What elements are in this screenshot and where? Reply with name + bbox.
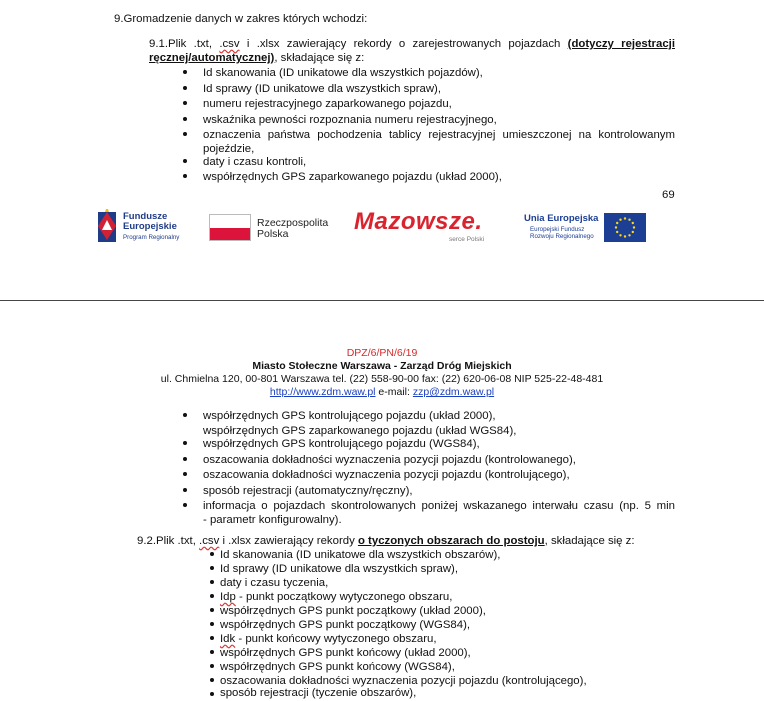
section-heading: 9.Gromadzenie danych w zakres których wchodzi: (114, 13, 368, 25)
email-link[interactable]: zzp@zdm.waw.pl (412, 386, 495, 398)
list-item: współrzędnych GPS punkt końcowy (WGS84), (220, 661, 455, 673)
list-item: numeru rejestracyjnego zaparkowanego pojazdu, (203, 98, 452, 110)
bullet-dot (183, 86, 187, 90)
organization-address: ul. Chmielna 120, 00-801 Warszawa tel. (22) 558-90-00 fax: (22) 620-06-08 NIP 525-22-48-481 (160, 373, 604, 385)
list-item: oszacowania dokładności wyznaczenia pozycji pojazdu (kontrolującego), (220, 675, 587, 687)
bullet-dot (210, 678, 214, 682)
item-9-1-rest: , składające się z: (274, 52, 365, 64)
list-item: sposób rejestracji (automatyczny/ręczny), (203, 485, 413, 497)
bullet-dot (183, 117, 187, 121)
bullet-dot (183, 413, 187, 417)
ue-line3: Rozwoju Regionalnego (530, 233, 594, 240)
item-9-2-text-b: i .xlsx zawierający rekordy (219, 535, 358, 547)
bullet-dot (183, 457, 187, 461)
item-9-2-csv: .csv (199, 535, 220, 547)
bullet-dot (210, 608, 214, 612)
mazowsze-logo: Mazowsze. (354, 208, 483, 235)
item-9-1-line1 (149, 37, 675, 51)
fe-line2: Europejskie (123, 221, 177, 232)
organization-name: Miasto Stołeczne Warszawa - Zarząd Dróg Miejskich (252, 360, 512, 372)
list-item: współrzędnych GPS punkt końcowy (układ 2000), (220, 647, 471, 659)
list-item-continuation: pojeździe, (203, 143, 255, 155)
bullet-dot (183, 472, 187, 476)
list-item-continuation: - parametr konfigurowalny). (203, 514, 342, 526)
item-9-2-heading (137, 534, 635, 548)
polish-flag-icon (209, 214, 251, 241)
list-item: oszacowania dokładności wyznaczenia pozycji pojazdu (kontrolowanego), (203, 454, 576, 466)
list-item: współrzędnych GPS zaparkowanego pojazdu (układ 2000), (203, 171, 502, 183)
item-9-2-text-c: , składające się z: (544, 535, 635, 547)
item-9-1-text-b: i .xlsx zawierający rekordy o zarejestrowanych pojazdach (239, 38, 568, 50)
list-item (220, 632, 437, 646)
page-number: 69 (662, 189, 675, 201)
list-item: Id sprawy (ID unikatowe dla wszystkich spraw), (220, 563, 459, 575)
website-link[interactable]: http://www.zdm.waw.pl (269, 386, 376, 398)
list-item: oznaczenia państwa pochodzenia tablicy rejestracyjnej umieszczonej na kontrolowanym (203, 129, 675, 141)
list-item: współrzędnych GPS zaparkowanego pojazdu (układ WGS84), (203, 425, 517, 437)
idp-description: - punkt początkowy wytyczonego obszaru, (235, 591, 453, 603)
list-item: informacja o pojazdach skontrolowanych poniżej wskazanego interwału czasu (np. 5 min (203, 500, 675, 512)
fe-line3: Program Regionalny (123, 234, 180, 241)
bullet-dot (210, 552, 214, 556)
bullet-dot (183, 174, 187, 178)
item-9-1-bold-a: (dotyczy rejestracji (567, 38, 675, 50)
bullet-dot (183, 503, 187, 507)
list-item: daty i czasu tyczenia, (220, 577, 329, 589)
item-9-2-bold: o tyczonych obszarach do postoju (357, 535, 545, 547)
bullet-dot (183, 101, 187, 105)
idp-term: Idp (220, 591, 236, 603)
bullet-dot (183, 488, 187, 492)
ue-line2: Europejski Fundusz (530, 226, 585, 233)
list-item: oszacowania dokładności wyznaczenia pozycji pojazdu (kontrolującego), (203, 469, 570, 481)
item-9-2-text-a: 9.2.Plik .txt, (137, 535, 200, 547)
list-item: współrzędnych GPS punkt początkowy (WGS84), (220, 619, 471, 631)
list-item: Id skanowania (ID unikatowe dla wszystkich obszarów), (220, 549, 501, 561)
document-reference: DPZ/6/PN/6/19 (346, 347, 418, 359)
fe-line1: Fundusze (123, 211, 168, 222)
bullet-dot (183, 70, 187, 74)
idk-description: - punkt końcowy wytyczonego obszaru, (235, 633, 437, 645)
bullet-dot (210, 566, 214, 570)
list-item: sposób rejestracji (tyczenie obszarów), (220, 687, 417, 699)
item-9-1-line2 (149, 51, 364, 65)
item-9-1-text-a: 9.1.Plik .txt, (149, 38, 220, 50)
item-9-1-bold-b: ręcznej/automatycznej) (149, 52, 275, 64)
list-item: Id sprawy (ID unikatowe dla wszystkich spraw), (203, 83, 442, 95)
rp-line2: Polska (257, 228, 289, 240)
bullet-dot (210, 650, 214, 654)
list-item: współrzędnych GPS punkt początkowy (układ 2000), (220, 605, 486, 617)
bullet-dot (183, 441, 187, 445)
list-item: wskaźnika pewności rozpoznania numeru rejestracyjnego, (203, 114, 497, 126)
bullet-dot (210, 692, 214, 696)
item-9-1-csv: .csv (219, 38, 240, 50)
contact-line (0, 385, 764, 399)
list-item: współrzędnych GPS kontrolującego pojazdu (układ 2000), (203, 410, 496, 422)
bullet-dot (210, 636, 214, 640)
list-item (220, 590, 452, 604)
list-item: daty i czasu kontroli, (203, 156, 307, 168)
list-item: Id skanowania (ID unikatowe dla wszystkich pojazdów), (203, 67, 483, 79)
eu-flag-icon (604, 213, 646, 242)
bullet-dot (210, 664, 214, 668)
rp-line1: Rzeczpospolita (257, 217, 329, 229)
bullet-dot (210, 580, 214, 584)
bullet-dot (183, 132, 187, 136)
page-divider (0, 300, 764, 301)
bullet-dot (183, 159, 187, 163)
idk-term: Idk (220, 633, 236, 645)
fundusze-europejskie-logo-icon (96, 208, 118, 244)
ue-line1: Unia Europejska (524, 213, 599, 224)
bullet-dot (210, 622, 214, 626)
list-item: współrzędnych GPS kontrolującego pojazdu (WGS84), (203, 438, 480, 450)
email-label: e-mail: (375, 386, 413, 398)
mazowsze-sub: serce Polski (449, 236, 485, 243)
bullet-dot (210, 594, 214, 598)
